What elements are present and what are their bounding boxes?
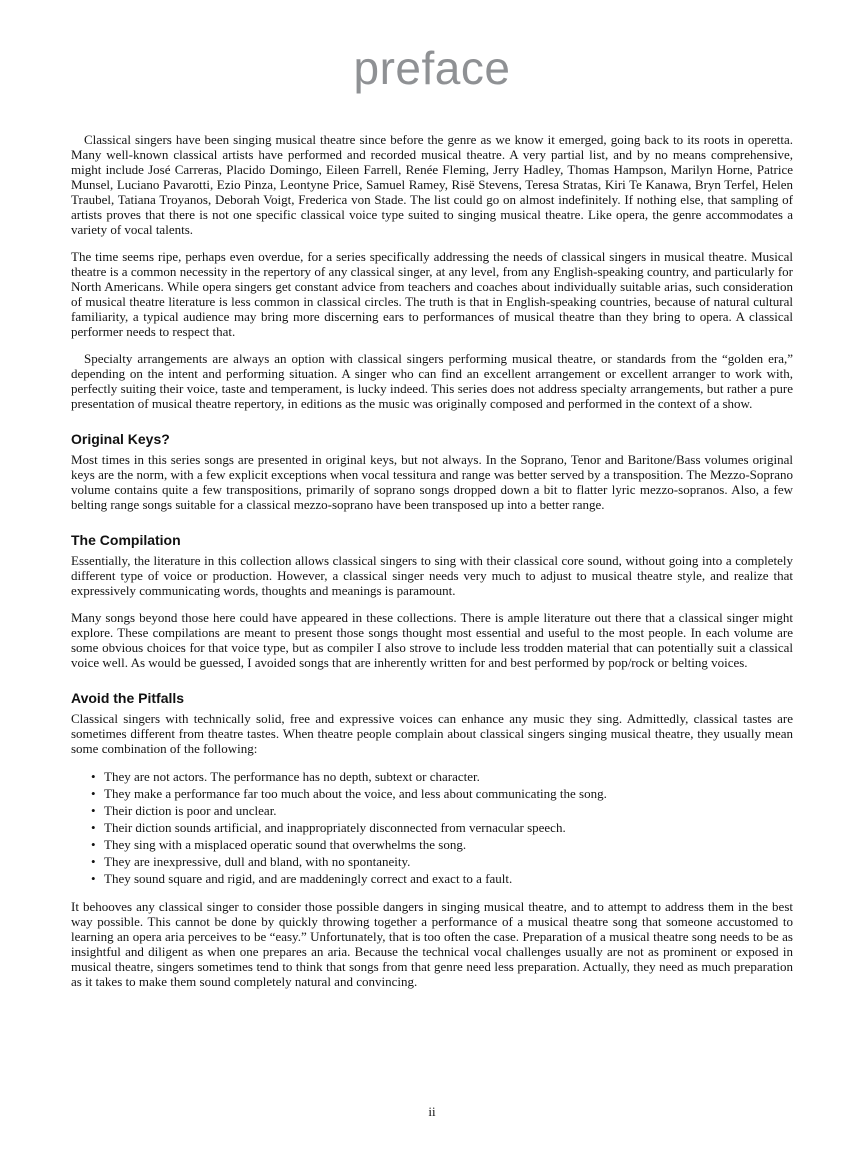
- page-number: ii: [428, 1104, 436, 1119]
- closing-paragraph: It behooves any classical singer to consider those possible dangers in singing musical theatre, and to attempt to address them in the best way possible. This cannot be done by quickly throwing together a performance of a musical theatre song that someone accustomed to learning an opera aria perceives to be “easy.” Unfortunately, that is too often the case. Preparation of a musical theatre song needs to be as insightful and diligent as when one prepares an aria. Because the technical vocal challenges usually are not as prominent or exposed in musical theatre, singers sometimes tend to think that songs from that genre need less preparation. Actually, they need as much preparation as it takes to make them sound completely natural and convincing.: [71, 899, 793, 989]
- pitfall-item: • They are inexpressive, dull and bland, with no spontaneity.: [91, 853, 793, 870]
- original-keys-paragraph: Most times in this series songs are presented in original keys, but not always. In the Soprano, Tenor and Baritone/Bass volumes original keys are the norm, with a few explicit exceptions when vocal tessitura and range was better served by a transposition. The Mezzo-Soprano volume contains quite a few transpositions, primarily of soprano songs dropped down a bit to flatter lyric mezzo-sopranos. Also, a few belting range songs suitable for a classical mezzo-soprano have been transposed up into a better range.: [71, 452, 793, 512]
- compilation-paragraph-1: Essentially, the literature in this collection allows classical singers to sing with their classical core sound, without going into a completely different type of voice or production. However, a classical singer needs very much to adjust to musical theatre style, and realize that expressively communicating words, thoughts and meanings is paramount.: [71, 553, 793, 598]
- intro-paragraph-1: Classical singers have been singing musical theatre since before the genre as we know it emerged, going back to its roots in operetta. Many well-known classical artists have performed and recorded musical theatre. A very partial list, and by no means comprehensive, might include José Carreras, Placido Domingo, Eileen Farrell, Renée Fleming, Jerry Hadley, Thomas Hampson, Marilyn Horne, Patrice Munsel, Luciano Pavarotti, Ezio Pinza, Leontyne Price, Samuel Ramey, Risë Stevens, Teresa Stratas, Kiri Te Kanawa, Bryn Terfel, Helen Traubel, Tatiana Troyanos, Deborah Voigt, Frederica von Stade. The list could go on almost indefinitely. If nothing else, that sampling of artists proves that there is not one specific classical voice type suited to singing musical theatre. Like opera, the genre accommodates a variety of vocal talents.: [71, 132, 793, 237]
- intro-paragraph-3: Specialty arrangements are always an option with classical singers performing musical theatre, or standards from the “golden era,” depending on the intent and performing situation. A singer who can find an excellent arrangement or excellent arranger to work with, perfectly suiting their voice, taste and temperament, is lucky indeed. This series does not address specialty arrangements, but rather a pure presentation of musical theatre repertory, in editions as the music was originally composed and performed in the context of a show.: [71, 351, 793, 411]
- section-heading-original-keys: Original Keys?: [71, 431, 170, 447]
- page-title: preface: [353, 42, 511, 94]
- pitfall-item: • Their diction is poor and unclear.: [91, 802, 793, 819]
- intro-paragraph-2: The time seems ripe, perhaps even overdue, for a series specifically addressing the needs of classical singers in musical theatre. Musical theatre is a common necessity in the repertory of any classical singer, at any level, from any English-speaking country, and particularly for North Americans. While opera singers get constant advice from teachers and coaches about individually suitable arias, such consideration of musical theatre literature is less common in classical circles. The truth is that in English-speaking countries, because of natural cultural familiarity, a typical audience may bring more discerning ears to performances of musical theatre than they bring to opera. A classical performer needs to respect that.: [71, 249, 793, 339]
- section-heading-compilation: The Compilation: [71, 532, 181, 548]
- pitfall-item: • They make a performance far too much about the voice, and less about communicating the song.: [91, 785, 793, 802]
- pitfall-item: • They sound square and rigid, and are maddeningly correct and exact to a fault.: [91, 870, 793, 887]
- compilation-paragraph-2: Many songs beyond those here could have appeared in these collections. There is ample literature out there that a classical singer might explore. These compilations are meant to present those songs thought most essential and useful to the most people. In each volume are some obvious choices for that voice type, but as compiler I also strove to include less trodden material that can potentially suit a classical voice well. As would be guessed, I avoided songs that are inherently written for and best performed by pop/rock or belting voices.: [71, 610, 793, 670]
- pitfalls-list: [91, 768, 793, 887]
- section-heading-pitfalls: Avoid the Pitfalls: [71, 690, 185, 706]
- pitfall-item: • Their diction sounds artificial, and inappropriately disconnected from vernacular speech.: [91, 819, 793, 836]
- pitfall-item: • They are not actors. The performance has no depth, subtext or character.: [91, 768, 793, 785]
- pitfalls-paragraph: Classical singers with technically solid, free and expressive voices can enhance any music they sing. Admittedly, classical tastes are sometimes different from theatre tastes. When theatre people complain about classical singers singing musical theatre, they usually mean some combination of the following:: [71, 711, 793, 756]
- pitfall-item: • They sing with a misplaced operatic sound that overwhelms the song.: [91, 836, 793, 853]
